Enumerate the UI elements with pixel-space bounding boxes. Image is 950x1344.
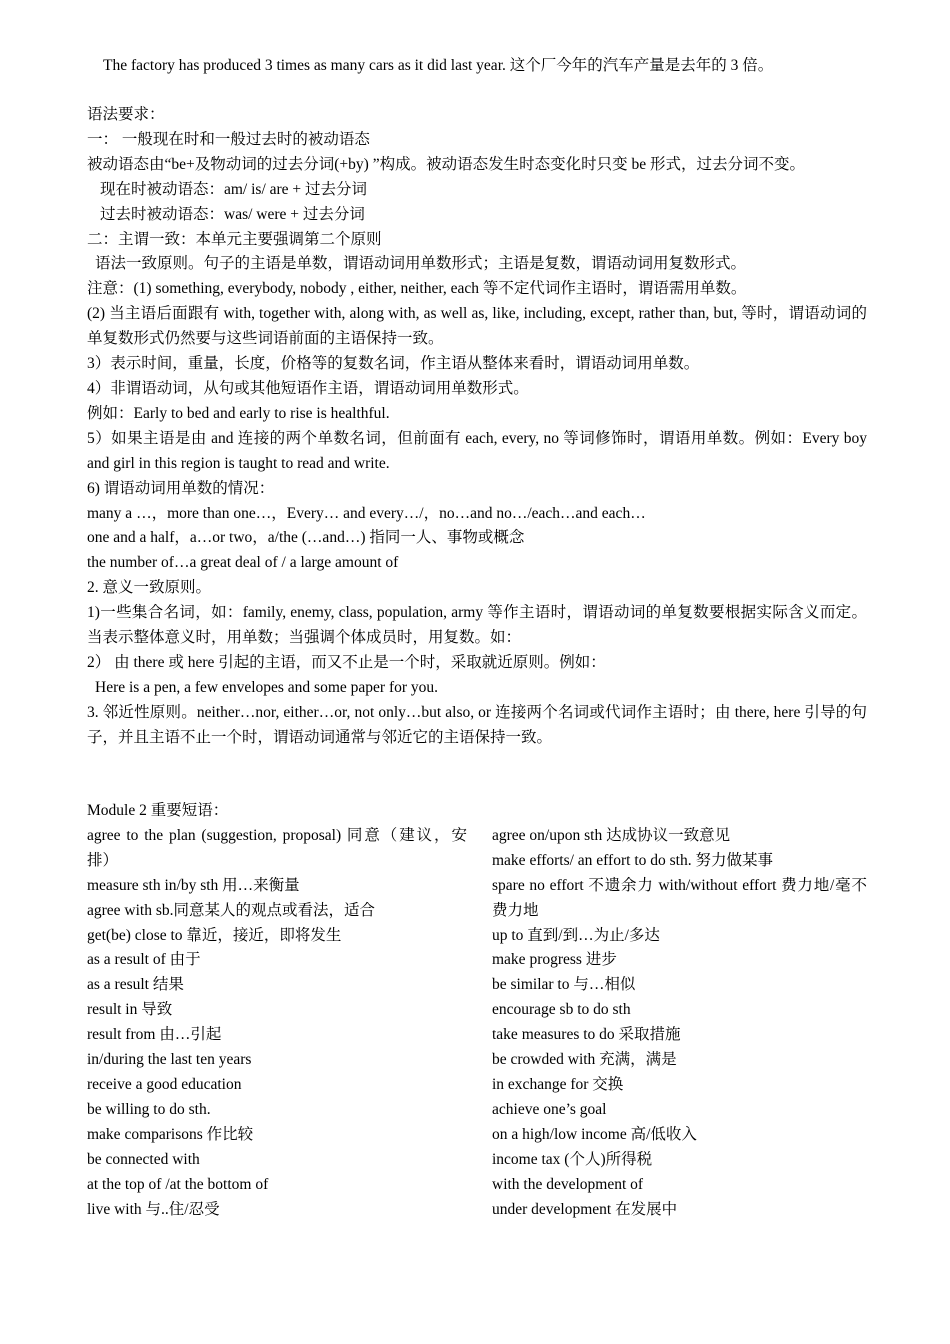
phrase-item: in exchange for 交换 bbox=[492, 1075, 624, 1093]
phrase-item: live with 与..住/忍受 bbox=[87, 1200, 220, 1218]
phrase-item: achieve one’s goal bbox=[492, 1100, 607, 1118]
phrase-item: as a result of 由于 bbox=[87, 951, 201, 969]
phrase-item: be connected with bbox=[87, 1150, 200, 1168]
grammar-line: 1)一些集合名词，如：family, enemy, class, population, army 等作主语时，谓语动词的单复数要根据实际含义而定。当表示整体意义时，用单数；当强调个体成员时，用复数。如： bbox=[87, 604, 867, 647]
phrase-columns bbox=[87, 824, 867, 1223]
grammar-line: 现在时被动语态：am/ is/ are + 过去分词 bbox=[100, 180, 368, 198]
intro-sentence: The factory has produced 3 times as many cars as it did last year. 这个厂今年的汽车产量是去年的 3 倍。 bbox=[103, 57, 774, 74]
grammar-line: Here is a pen, a few envelopes and some paper for you. bbox=[95, 678, 439, 696]
grammar-line: 注意：(1) something, everybody, nobody , either, neither, each 等不定代词作主语时，谓语需用单数。 bbox=[87, 280, 747, 298]
phrase-item: under development 在发展中 bbox=[492, 1200, 678, 1218]
phrase-item: spare no effort 不遗余力 with/without effort 费力地/毫不费力地 bbox=[492, 876, 867, 919]
phrase-item: take measures to do 采取措施 bbox=[492, 1026, 681, 1044]
grammar-line: 6) 谓语动词用单数的情况： bbox=[87, 479, 275, 497]
phrase-item: result in 导致 bbox=[87, 1001, 173, 1019]
phrase-item: be willing to do sth. bbox=[87, 1100, 211, 1118]
grammar-heading: 语法要求： bbox=[87, 106, 165, 123]
grammar-line: many a …，more than one…，Every… and every…/，no…and no…/each…and each… bbox=[87, 504, 646, 522]
phrase-item: agree on/upon sth 达成协议一致意见 bbox=[492, 826, 731, 844]
grammar-line: 2） 由 there 或 here 引起的主语，而又不止是一个时，采取就近原则。例如： bbox=[87, 653, 606, 671]
phrase-column-left bbox=[87, 824, 467, 1223]
phrase-item: make comparisons 作比较 bbox=[87, 1125, 254, 1143]
phrase-item: income tax (个人)所得税 bbox=[492, 1150, 653, 1168]
phrase-item: be crowded with 充满，满是 bbox=[492, 1051, 677, 1069]
phrase-item: get(be) close to 靠近，接近，即将发生 bbox=[87, 926, 342, 944]
grammar-line: 一： 一般现在时和一般过去时的被动语态 bbox=[87, 130, 370, 148]
phrase-item: on a high/low income 高/低收入 bbox=[492, 1125, 697, 1143]
grammar-line: 2. 意义一致原则。 bbox=[87, 579, 212, 597]
phrase-item: up to 直到/到…为止/多达 bbox=[492, 926, 660, 944]
phrase-item: agree to the plan (suggestion, proposal) 同意（建议，安排） bbox=[87, 826, 467, 869]
grammar-line: 二：主谓一致：本单元主要强调第二个原则 bbox=[87, 230, 382, 248]
grammar-line: 4）非谓语动词，从句或其他短语作主语，谓语动词用单数形式。 bbox=[87, 379, 529, 397]
phrase-item: with the development of bbox=[492, 1175, 644, 1193]
phrase-item: measure sth in/by sth 用…来衡量 bbox=[87, 876, 300, 894]
grammar-line: the number of…a great deal of / a large amount of bbox=[87, 554, 399, 572]
grammar-line: 例如：Early to bed and early to rise is healthful. bbox=[87, 404, 390, 422]
phrase-item: encourage sb to do sth bbox=[492, 1001, 631, 1019]
module-title: Module 2 重要短语： bbox=[87, 802, 229, 819]
phrase-item: receive a good education bbox=[87, 1075, 242, 1093]
phrase-item: make efforts/ an effort to do sth. 努力做某事 bbox=[492, 851, 773, 869]
phrase-item: at the top of /at the bottom of bbox=[87, 1175, 269, 1193]
phrase-column-right bbox=[492, 824, 867, 1223]
grammar-line: 过去时被动语态：was/ were + 过去分词 bbox=[100, 205, 365, 223]
grammar-line: 被动语态由“be+及物动词的过去分词(+by) ”构成。被动语态发生时态变化时只变 be 形式，过去分词不变。 bbox=[87, 155, 805, 173]
grammar-line: 3. 邻近性原则。neither…nor, either…or, not only…but also, or 连接两个名词或代词作主语时；由 there, here 引导的句子，并且主语不止一个时，谓语动词通常与邻近它的主语保持一致。 bbox=[87, 703, 867, 746]
grammar-section bbox=[87, 103, 867, 751]
module-phrases-section bbox=[87, 799, 867, 1222]
phrase-item: in/during the last ten years bbox=[87, 1051, 252, 1069]
grammar-line: 5）如果主语是由 and 连接的两个单数名词，但前面有 each, every, no 等词修饰时，谓语用单数。例如：Every boy and girl in this region is taught to read and write. bbox=[87, 429, 867, 472]
grammar-line: (2) 当主语后面跟有 with, together with, along with, as well as, like, including, except, rather than, but, 等时，谓语动词的单复数形式仍然要与这些词语前面的主语保持一致。 bbox=[87, 305, 867, 348]
phrase-item: be similar to 与…相似 bbox=[492, 976, 636, 994]
grammar-line: 3）表示时间，重量，长度，价格等的复数名词，作主语从整体来看时，谓语动词用单数。 bbox=[87, 355, 700, 373]
phrase-item: agree with sb.同意某人的观点或看法，适合 bbox=[87, 901, 376, 919]
phrase-item: as a result 结果 bbox=[87, 976, 184, 994]
phrase-item: make progress 进步 bbox=[492, 951, 617, 969]
grammar-line: one and a half，a…or two，a/the (…and…) 指同一人、事物或概念 bbox=[87, 529, 525, 547]
grammar-line: 语法一致原则。句子的主语是单数，谓语动词用单数形式；主语是复数，谓语动词用复数形式。 bbox=[95, 255, 747, 273]
phrase-item: result from 由…引起 bbox=[87, 1026, 222, 1044]
